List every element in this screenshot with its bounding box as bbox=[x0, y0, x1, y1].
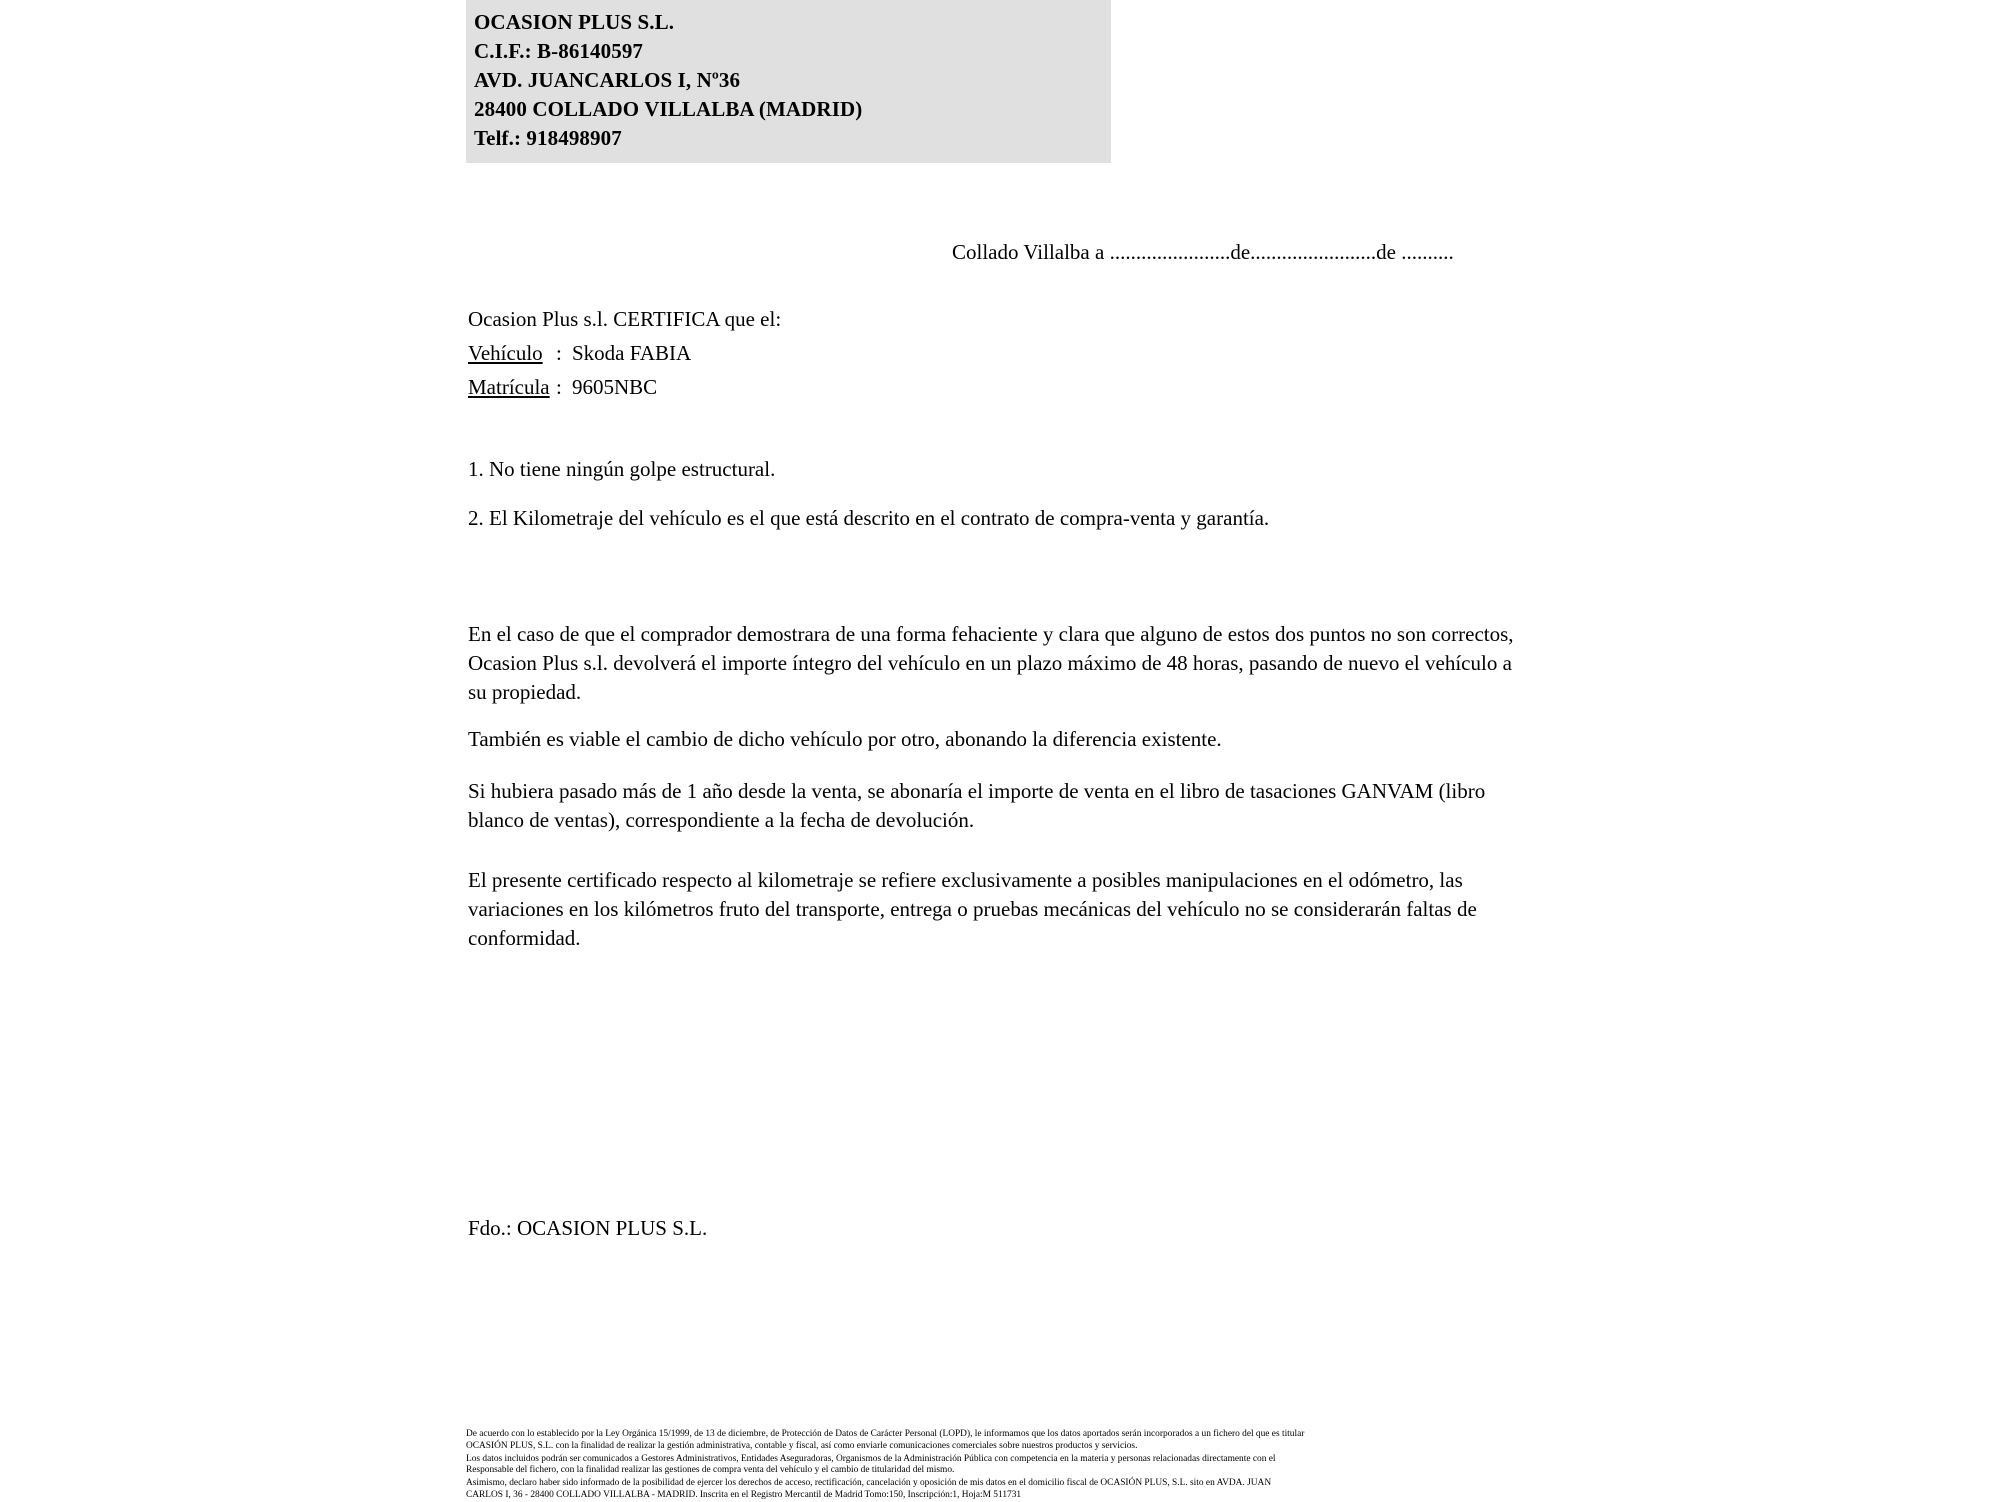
plate-separator: : bbox=[556, 375, 562, 399]
vehicle-value: Skoda FABIA bbox=[572, 341, 692, 365]
footer-legal-line-6: CARLOS I, 36 - 28400 COLLADO VILLALBA - MADRID. Inscrita en el Registro Mercantil de Madrid Tomo:150, Inscripción:1, Hoja:M 511731 bbox=[466, 1489, 1022, 1500]
company-cif: C.I.F.: B-86140597 bbox=[474, 39, 644, 63]
company-name: OCASION PLUS S.L. bbox=[474, 10, 675, 34]
signature-line: Fdo.: OCASION PLUS S.L. bbox=[468, 1216, 708, 1240]
footer-legal-line-5: Asimismo, declaro haber sido informado de la posibilidad de ejercer los derechos de acceso, rectificación, cancelación y oposición de mis datos en el domicilio fiscal de OCASIÓN PLUS, S.L. sito en AVDA. JUAN bbox=[466, 1478, 1272, 1489]
point-1: 1. No tiene ningún golpe estructural. bbox=[468, 457, 776, 481]
footer-legal-line-3: Los datos incluidos podrán ser comunicados a Gestores Administrativos, Entidades Aseguradoras, Organismos de la Administración Pública con competencia en la materia y personas relacionadas directamente con el bbox=[466, 1453, 1276, 1464]
plate-row bbox=[468, 370, 781, 404]
vehicle-label: Vehículo bbox=[468, 341, 543, 365]
company-city: 28400 COLLADO VILLALBA (MADRID) bbox=[474, 97, 863, 121]
vehicle-separator: : bbox=[556, 341, 562, 365]
footer-legal-line-4: Responsable del fichero, con la finalidad realizar las gestiones de compra venta del vehículo y el cambio de titularidad del mismo. bbox=[466, 1465, 955, 1476]
paragraph-ganvam: Si hubiera pasado más de 1 año desde la venta, se abonaría el importe de venta en el libro de tasaciones GANVAM (libro blanco de ventas), correspondiente a la fecha de devolución. bbox=[468, 779, 1486, 832]
certification-intro: Ocasion Plus s.l. CERTIFICA que el: bbox=[468, 307, 782, 331]
date-line: Collado Villalba a .......................de........................de .......... bbox=[952, 240, 1454, 264]
footer-legal-line-1: De acuerdo con lo establecido por la Ley Orgánica 15/1999, de 13 de diciembre, de Protección de Datos de Carácter Personal (LOPD), le informamos que los datos aportados serán incorporados a un fichero del que es titular bbox=[466, 1429, 1305, 1439]
company-phone: Telf.: 918498907 bbox=[474, 126, 622, 150]
point-2: 2. El Kilometraje del vehículo es el que está descrito en el contrato de compra-venta y garantía. bbox=[468, 506, 1270, 530]
plate-label: Matrícula bbox=[468, 375, 550, 399]
footer-legal-block bbox=[466, 1429, 1556, 1502]
letterhead-block bbox=[466, 0, 1111, 163]
footer-legal-line-2: OCASIÓN PLUS, S.L. con la finalidad de realizar la gestión administrativa, contable y fiscal, así como enviarle comunicaciones comerciales sobre nuestros productos y servicios. bbox=[466, 1440, 1138, 1451]
certification-block bbox=[468, 302, 781, 404]
plate-value: 9605NBC bbox=[572, 375, 658, 399]
paragraph-exchange: También es viable el cambio de dicho vehículo por otro, abonando la diferencia existente. bbox=[468, 727, 1222, 751]
vehicle-row bbox=[468, 336, 781, 370]
company-street: AVD. JUANCARLOS I, Nº36 bbox=[474, 68, 741, 92]
paragraph-refund: En el caso de que el comprador demostrara de una forma fehaciente y clara que alguno de estos dos puntos no son correctos, Ocasion Plus s.l. devolverá el importe íntegro del vehículo en un plazo máximo de 48 horas, pasando de nuevo el vehículo a su propiedad. bbox=[468, 622, 1514, 704]
paragraph-odometer: El presente certificado respecto al kilometraje se refiere exclusivamente a posibles manipulaciones en el odómetro, las variaciones en los kilómetros fruto del transporte, entrega o pruebas mecánicas del vehículo no se considerarán faltas de conformidad. bbox=[468, 868, 1477, 950]
